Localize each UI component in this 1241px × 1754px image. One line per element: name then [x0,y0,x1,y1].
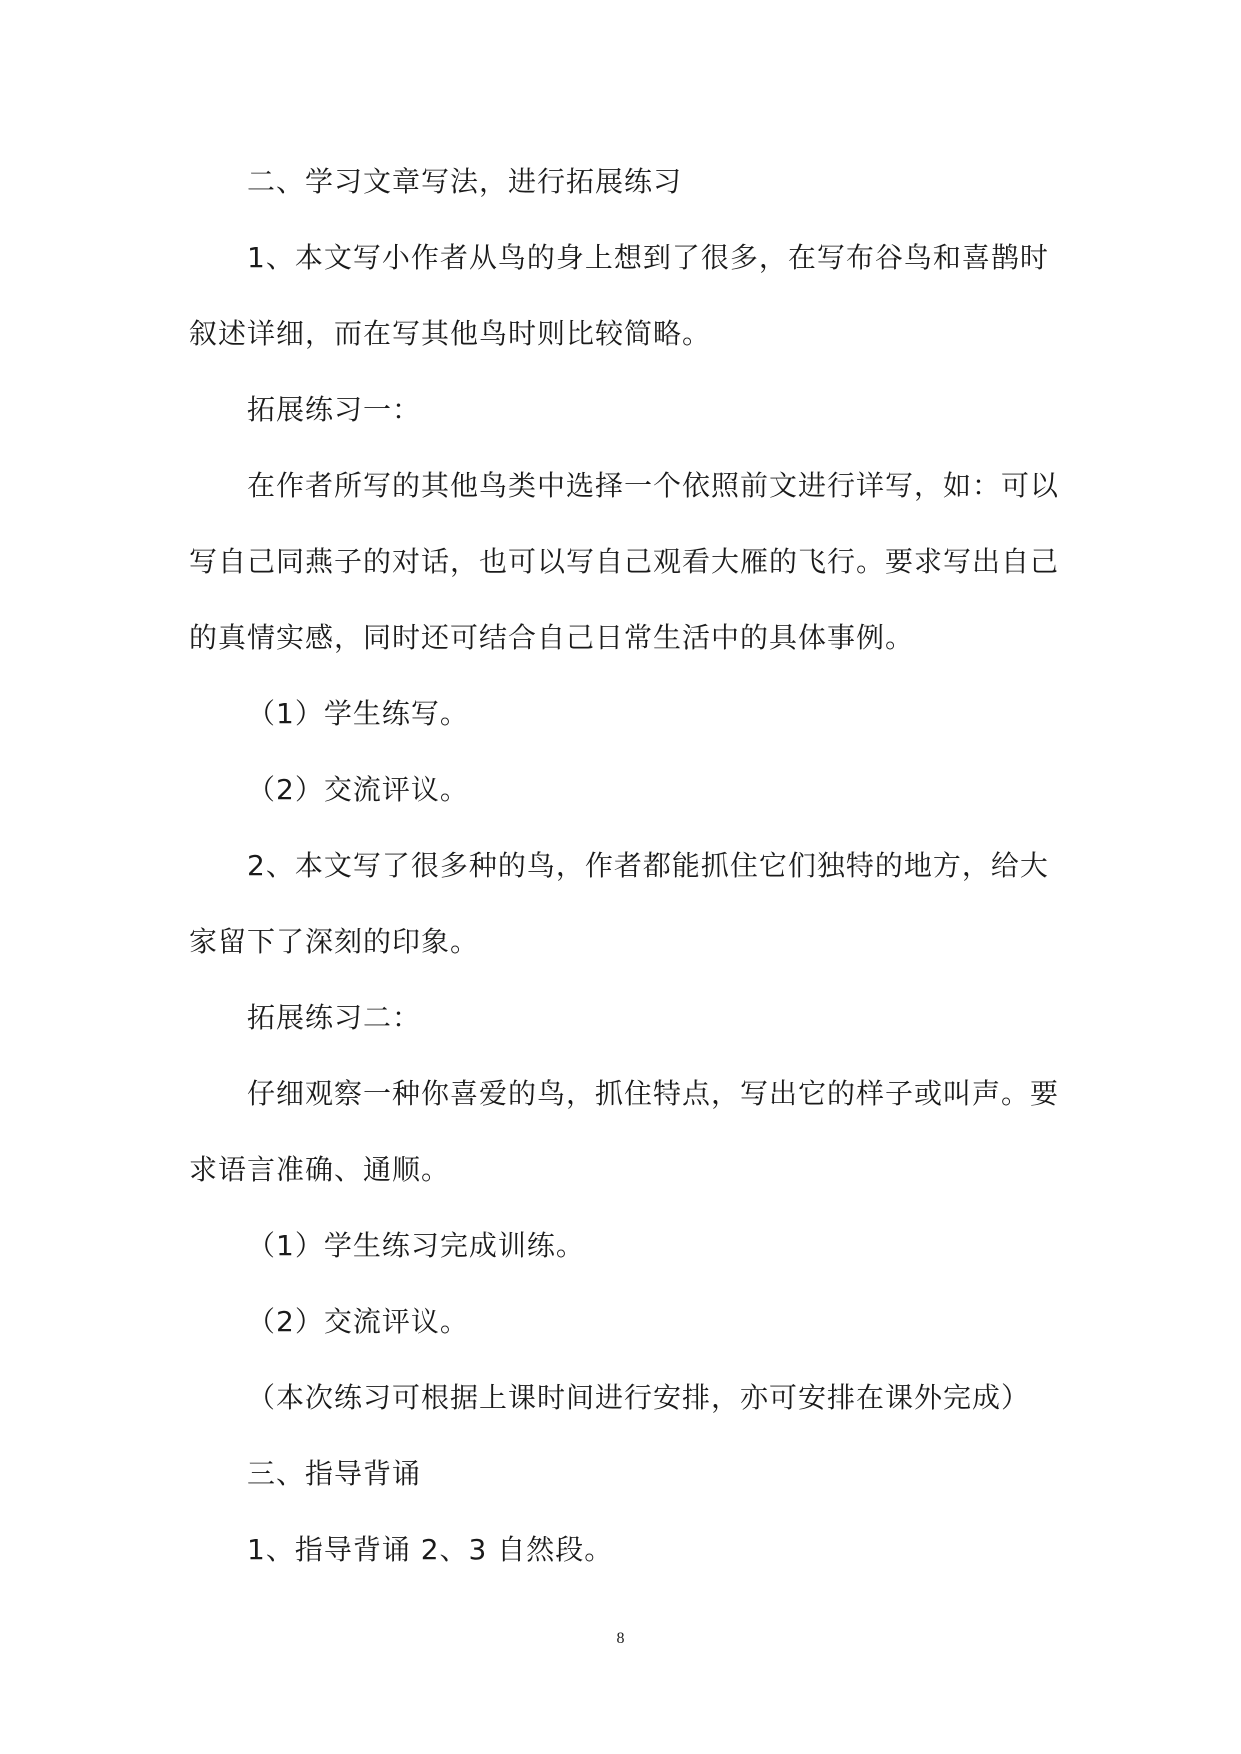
paragraph-exercise-2: 仔细观察一种你喜爱的鸟，抓住特点，写出它的样子或叫声。要求语言准确、通顺。 [189,1077,1060,1186]
list-item-2: （2）交流评议。 [247,773,469,806]
page-number: 8 [616,1630,625,1647]
exercise-heading-1: 拓展练习一： [247,393,422,426]
paragraph-point-2: 2、本文写了很多种的鸟，作者都能抓住它们独特的地方，给大家留下了深刻的印象。 [189,849,1049,958]
paragraph-exercise-1: 在作者所写的其他鸟类中选择一个依照前文进行详写，如：可以写自己同燕子的对话，也可以写自己观看大雁的飞行。要求写出自己的真情实感，同时还可结合自己日常生活中的具体事例。 [189,469,1060,654]
note-paragraph: （本次练习可根据上课时间进行安排，亦可安排在课外完成） [247,1381,1031,1414]
list-item-1: （1）学生练写。 [247,697,469,730]
document-body [189,144,1059,1588]
list-item-3: （1）学生练习完成训练。 [247,1229,585,1262]
paragraph-recitation: 1、指导背诵 2、3 自然段。 [247,1533,614,1566]
list-item-4: （2）交流评议。 [247,1305,469,1338]
paragraph-point-1: 1、本文写小作者从鸟的身上想到了很多，在写布谷鸟和喜鹊时叙述详细，而在写其他鸟时则比较简略。 [189,241,1049,350]
section-heading-3: 三、指导背诵 [247,1457,422,1490]
section-heading-2: 二、学习文章写法，进行拓展练习 [247,165,683,198]
exercise-heading-2: 拓展练习二： [247,1001,422,1034]
